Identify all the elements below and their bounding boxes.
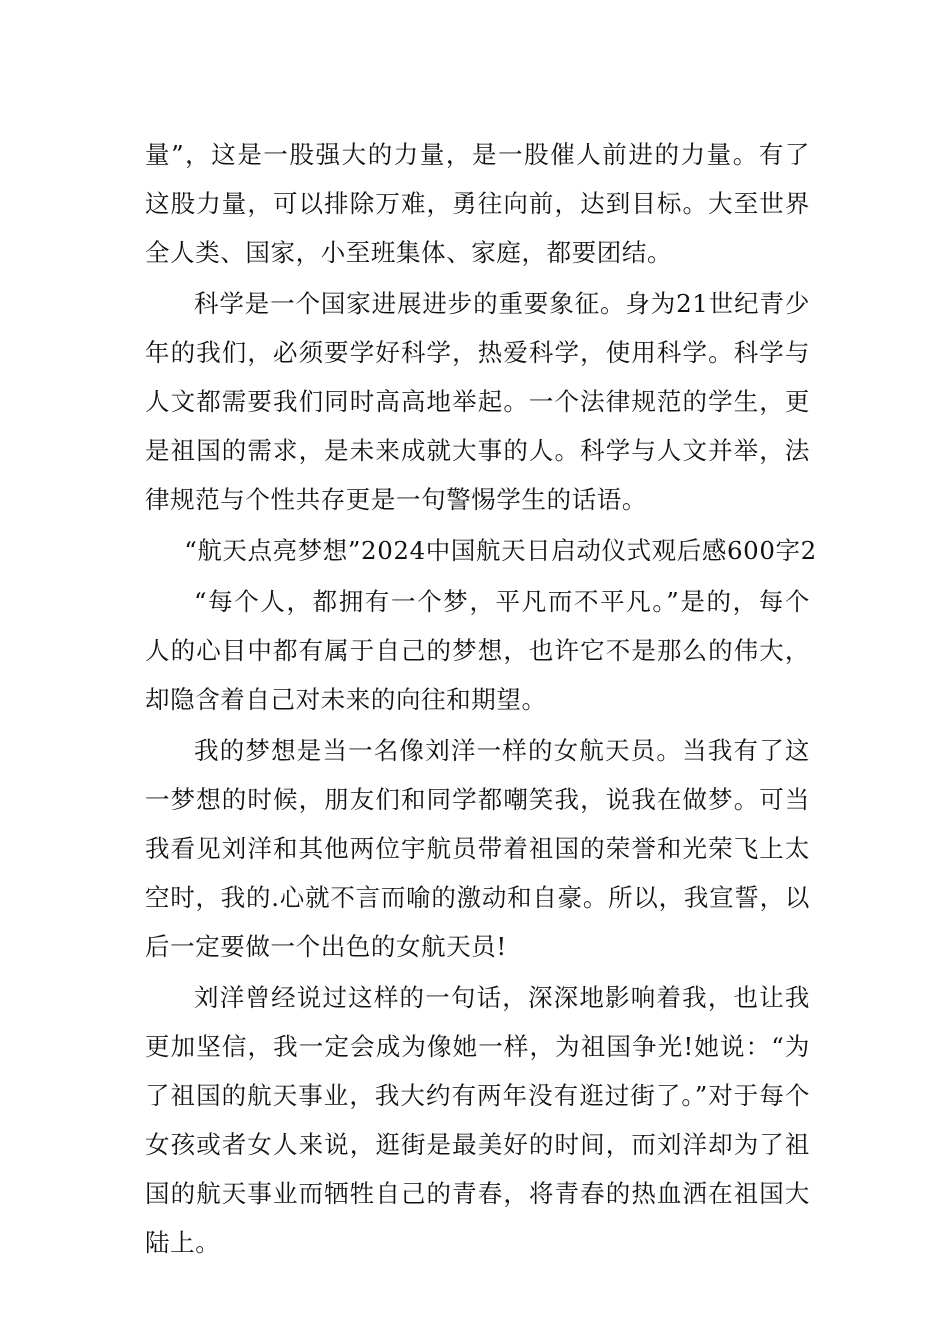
paragraph-continuation: 量”，这是一股强大的力量，是一股催人前进的力量。有了这股力量，可以排除万难，勇往向前，达到目标。大至世界全人类、国家，小至班集体、家庭，都要团结。 [145, 140, 810, 267]
paragraph-science: 科学是一个国家进展进步的重要象征。身为21世纪青少年的我们，必须要学好科学，热爱科学，使用科学。科学与人文都需要我们同时高高地举起。一个法律规范的学生，更是祖国的需求，是未来成就大事的人。科学与人文并举，法律规范与个性共存更是一句警惕学生的话语。 [145, 289, 810, 514]
document-body [145, 130, 817, 1269]
paragraph-liu-yang: 刘洋曾经说过这样的一句话，深深地影响着我，也让我更加坚信，我一定会成为像她一样，为祖国争光!她说：“为了祖国的航天事业，我大约有两年没有逛过街了。”对于每个女孩或者女人来说，逛街是最美好的时间，而刘洋却为了祖国的航天事业而牺牲自己的青春，将青春的热血洒在祖国大陆上。 [145, 983, 810, 1257]
paragraph-dream-quote: “每个人，都拥有一个梦，平凡而不平凡。”是的，每个人的心目中都有属于自己的梦想，也许它不是那么的伟大，却隐含着自己对未来的向往和期望。 [145, 587, 810, 714]
paragraph-my-dream: 我的梦想是当一名像刘洋一样的女航天员。当我有了这一梦想的时候，朋友们和同学都嘲笑我，说我在做梦。可当我看见刘洋和其他两位宇航员带着祖国的荣誉和光荣飞上太空时，我的.心就不言而喻的激动和自豪。所以，我宣誓，以后一定要做一个出色的女航天员! [145, 736, 810, 961]
section-title: “航天点亮梦想”2024中国航天日启动仪式观后感600字2 [184, 536, 817, 565]
